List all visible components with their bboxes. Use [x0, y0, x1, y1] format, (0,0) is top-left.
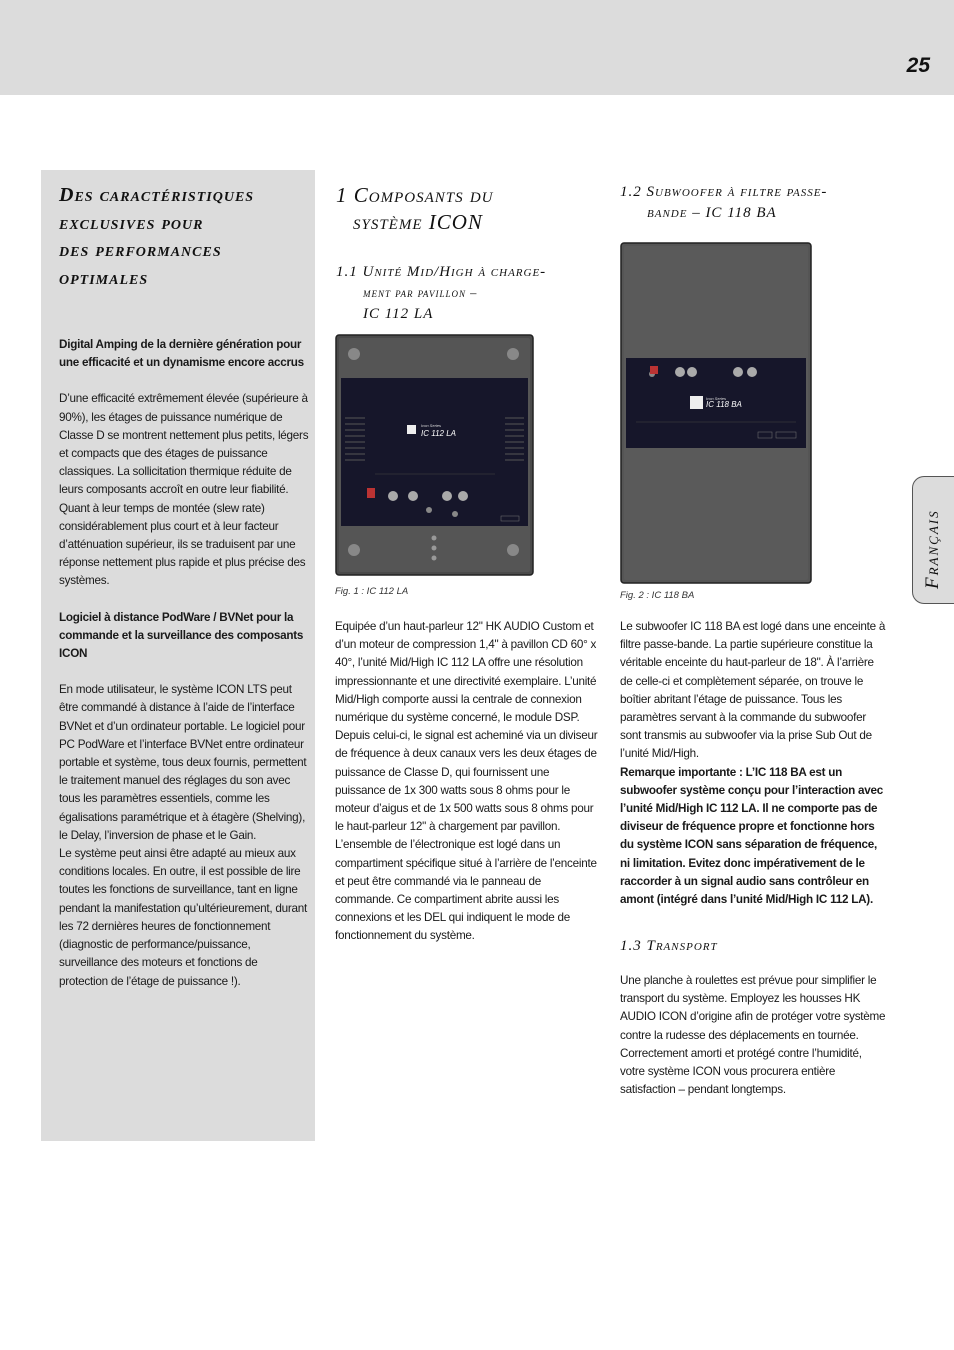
figure-1-caption: Fig. 1 : IC 112 LA	[335, 586, 409, 597]
heading-line: ment par pavillon –	[363, 286, 478, 300]
panel-series: Icon Series	[706, 396, 727, 401]
figure-ic112la	[335, 334, 535, 578]
section-heading-1-2	[620, 182, 827, 224]
language-tab[interactable]	[912, 476, 954, 604]
sidebar-paragraph: En mode utilisateur, le système ICON LTS peut être commandé à distance à l’aide de l’interface BVNet et d’un ordinateur portable. Le logiciel pour PC PodWare et l’interface BVNet entre ordinateur portable et système, tous deux fournis, permettent le traitement manuel des réglages du son avec tous les paramètres essentiels, comme les égalisations paramétrique et à étagère (Shelving), le Delay, l’inversion de phase et le Gain.	[59, 683, 307, 842]
heading-line: bande – IC 118 BA	[647, 205, 777, 221]
sidebar-title	[59, 182, 254, 292]
heading-line: système ICON	[353, 210, 483, 234]
language-tab-label: Français	[922, 509, 943, 589]
header-band	[0, 0, 954, 95]
col3-body	[620, 618, 886, 909]
section-heading-1-3: 1.3 Transport	[620, 938, 718, 954]
col3-transport-body: Une planche à roulettes est prévue pour simplifier le transport du système. Employez les housses HK AUDIO ICON d’origine afin de protéger votre système contre la rudesse des déplacements en tournée. Correctement amorti et protégé contre l’humidité, votre système ICON vous procurera entière satisfaction – pendant longtemps.	[620, 974, 886, 1097]
sidebar-paragraph: D’une efficacité extrêmement élevée (supérieure à 90%), les étages de puissance numérique de Classe D se montrent nettement plus petits, légers et compacts que des étages de puissance classiques. La sollicitation thermique réduite de leurs composants accroît en outre leur fiabilité. Quant à leur temps de montée (slew rate) considérablement plus court et à leur facteur d’atténuation supérieur, ils se traduisent par une réponse nettement plus rapide et plus précise des systèmes.	[59, 392, 309, 588]
col3-paragraph: Le subwoofer IC 118 BA est logé dans une enceinte à filtre passe-bande. La partie supérieure constitue la véritable enceinte du haut-parleur de 18". À l’arrière de celle-ci et complètement séparée, on trouve le boîtier abritant l’étage de puissance. Tous les paramètres servant à la commande du subwoofer sont transmis au subwoofer via la prise Sub Out de l’unité Mid/High.	[620, 620, 886, 761]
col3-important-note: Remarque importante : L’IC 118 BA est un subwoofer système conçu pour l’interaction avec l’unité Mid/High IC 112 LA. Il ne comporte pas de diviseur de fréquence propre et fonctionne hors du système ICON sans séparation de fréquence, ni limitation. Evitez donc impérativement de le raccorder à un signal audio sans contrôleur en amont (intégré dans l’unité Mid/High IC 112 LA).	[620, 765, 883, 907]
sidebar-title-line: optimales	[59, 266, 149, 289]
panel-model: IC 112 LA	[421, 429, 456, 438]
heading-line: 1 Composants du	[336, 183, 494, 207]
figure-2-caption: Fig. 2 : IC 118 BA	[620, 590, 695, 601]
heading-line: IC 112 LA	[363, 306, 434, 322]
sidebar-heading-amping: Digital Amping de la dernière génération pour une efficacité et un dynamisme encore accrus	[59, 338, 304, 370]
heading-line: 1.2 Subwoofer à filtre passe-	[620, 184, 828, 200]
sidebar-title-line: Des caractéristiques	[59, 184, 255, 206]
corner-foot	[507, 544, 519, 556]
sidebar-title-line: exclusives pour	[59, 211, 204, 234]
sidebar-heading-podware: Logiciel à distance PodWare / BVNet pour la commande et la surveillance des composants ICON	[59, 610, 304, 661]
sidebar-body	[59, 336, 309, 1009]
sidebar-paragraph: Le système peut ainsi être adapté au mieux aux conditions locales. En outre, il est possible de lire toutes les fonctions de surveillance, tant en ligne pendant la manifestation qu’ultérieurement, durant les 72 dernières heures de fonctionnement (diagnostic de performance/puissance, surveillance des moteurs et fonctions de protection de l’étage de puissance !).	[59, 847, 308, 988]
panel-series: Icon Series	[421, 423, 442, 428]
sidebar-title-line: des performances	[59, 239, 222, 261]
panel-model: IC 118 BA	[706, 400, 742, 409]
corner-foot	[348, 544, 360, 556]
page-number: 25	[906, 54, 930, 77]
heading-line: 1.1 Unité Mid/High à charge-	[336, 264, 547, 280]
col2-body: Equipée d’un haut-parleur 12" HK AUDIO Custom et d’un moteur de compression 1,4" à pavillon CD 60° x 40°, l’unité Mid/High IC 112 LA offre une résolution impressionnante et une directivité exemplaire. L’unité Mid/High comporte aussi la centrale de connexion numérique du système concerné, le module DSP. Depuis celui-ci, le signal est acheminé via un diviseur de fréquence à deux canaux vers les deux étages de puissance de Classe D, qui fournissent une puissance de 1x 300 watts sous 8 ohms pour le moteur d’aigus et de 1x 500 watts sous 8 ohms pour le haut-parleur 12" à chargement par pavillon. L’ensemble de l’électronique est logé dans un compartiment spécifique situé à l’arrière de l’enceinte et peut être commandé via le panneau de commande. Ce compartiment abrite aussi les connexions et les DEL qui indiquent le mode de fonctionnement du système.	[335, 620, 598, 943]
section-heading-1	[336, 182, 494, 236]
corner-foot	[348, 348, 360, 360]
figure-ic118ba	[620, 242, 814, 586]
corner-foot	[507, 348, 519, 360]
section-heading-1-1	[336, 262, 546, 325]
